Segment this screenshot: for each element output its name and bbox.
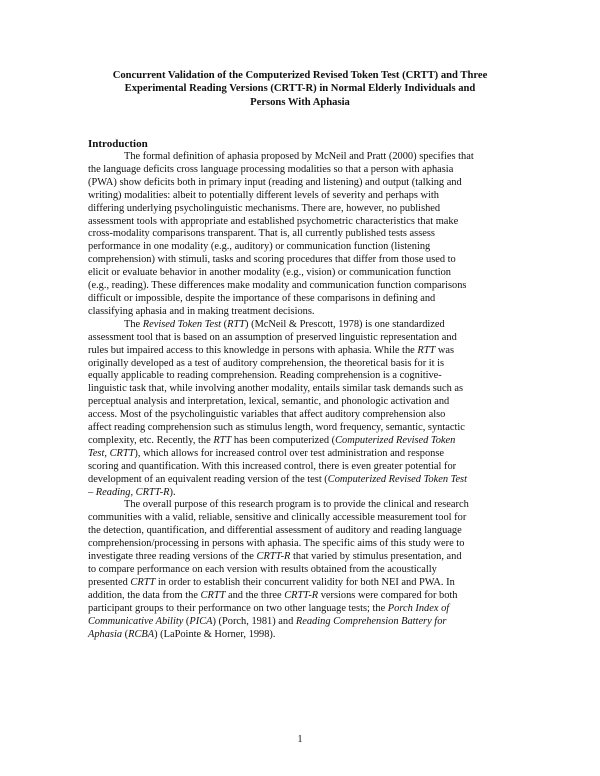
text-run: ), which allows for increased control over test administration and response bbox=[134, 447, 445, 459]
body-line bbox=[88, 538, 520, 551]
body-line bbox=[88, 603, 520, 616]
body-line bbox=[88, 577, 520, 590]
body-line bbox=[88, 319, 520, 332]
text-run: has been computerized ( bbox=[231, 434, 336, 446]
italic-text: RCBA bbox=[128, 628, 155, 640]
text-run: that varied by stimulus presentation, and bbox=[290, 551, 462, 563]
text-run: ( bbox=[183, 615, 190, 627]
text-run: The formal definition of aphasia proposed by McNeil and Pratt (2000) specifies that bbox=[124, 151, 474, 162]
text-run: investigate three reading versions of the bbox=[88, 551, 257, 563]
title-line: Concurrent Validation of the Computerized Revised Token Test (CRTT) and Three bbox=[112, 70, 488, 81]
text-run: writing) modalities: albeit to potentially different levels of severity and perhaps with bbox=[88, 189, 439, 201]
text-run: cross-modality comparisons transparent. That is, all currently published tests assess bbox=[88, 228, 435, 240]
text-run: addition, the data from the bbox=[88, 589, 201, 601]
text-run: was bbox=[435, 344, 455, 356]
body-line bbox=[88, 499, 520, 512]
body-line bbox=[88, 164, 520, 177]
body-line bbox=[88, 512, 520, 525]
body-line bbox=[88, 396, 520, 409]
text-run: affect reading comprehension such as stimulus length, word frequency, semantic, syntactic bbox=[88, 422, 465, 434]
body-line bbox=[88, 306, 520, 319]
italic-text: CRTT-R bbox=[284, 589, 319, 601]
body-line bbox=[88, 525, 520, 538]
text-run: (e.g., reading). These differences make modality and communication function comparisons bbox=[88, 280, 467, 292]
body-line bbox=[88, 448, 520, 461]
body-line bbox=[88, 190, 520, 203]
body-line bbox=[88, 177, 520, 190]
italic-text: RTT bbox=[417, 344, 436, 356]
body-line bbox=[88, 487, 520, 500]
italic-text: CRTT bbox=[200, 589, 226, 601]
title-line: Persons With Aphasia bbox=[250, 96, 350, 108]
body-line bbox=[88, 383, 520, 396]
title-line: Experimental Reading Versions (CRTT-R) in Normal Elderly Individuals and bbox=[124, 83, 476, 95]
body-line bbox=[88, 422, 520, 435]
body-line bbox=[88, 474, 520, 487]
italic-text: CRTT bbox=[109, 447, 135, 459]
text-run: elicit or evaluate behavior in another modality (e.g., vision) or communication function bbox=[88, 267, 451, 279]
body-line bbox=[88, 409, 520, 422]
text-run: The overall purpose of this research program is to provide the clinical and research bbox=[124, 499, 469, 511]
italic-text: Computerized Revised Token Test bbox=[327, 473, 467, 485]
text-run: rules but impaired access to this knowledge in persons with aphasia. While the bbox=[88, 344, 418, 356]
italic-text: Communicative Ability bbox=[88, 615, 184, 627]
text-run: ( bbox=[122, 628, 129, 640]
text-run: difficult or impossible, despite the importance of these comparisons in defining and bbox=[88, 292, 436, 304]
text-run: classifying aphasia and in making treatment decisions. bbox=[88, 305, 315, 317]
text-run: in order to establish their concurrent validity for both NEI and PWA. In bbox=[155, 576, 455, 588]
body-line bbox=[88, 254, 520, 267]
italic-text: PICA bbox=[189, 615, 213, 627]
body-line bbox=[88, 551, 520, 564]
page-number: 1 bbox=[297, 734, 303, 745]
text-run: ) (LaPointe & Horner, 1998). bbox=[154, 628, 276, 640]
body-line bbox=[88, 293, 520, 306]
text-run: equally applicable to reading comprehension. Reading comprehension is a cognitive- bbox=[88, 370, 442, 382]
text-run: differing underlying psycholinguistic mechanisms. There are, however, no published bbox=[88, 202, 441, 214]
text-run: , bbox=[104, 447, 110, 459]
body-line bbox=[88, 241, 520, 254]
text-run: the language deficits cross language processing modalities so that a person with aphasia bbox=[88, 163, 454, 175]
body-line bbox=[88, 345, 520, 358]
body-line bbox=[88, 590, 520, 603]
italic-text: Test bbox=[88, 447, 105, 459]
italic-text: CRTT-R bbox=[256, 551, 291, 563]
text-run: participant groups to their performance on two other language tests; the bbox=[88, 602, 388, 614]
body-text bbox=[88, 151, 520, 641]
text-run: originally developed as a test of auditory comprehension, the theoretical basis for it is bbox=[88, 357, 445, 369]
text-run: access. Most of the psycholinguistic variables that affect auditory comprehension also bbox=[88, 409, 446, 421]
text-run: to compare performance on each version with results obtained from the acoustically bbox=[88, 564, 437, 575]
body-line bbox=[88, 280, 520, 293]
text-run: ) (Porch, 1981) and bbox=[212, 615, 296, 627]
italic-text: RTT bbox=[213, 434, 232, 446]
italic-text: Reading bbox=[95, 486, 131, 498]
body-line bbox=[88, 616, 520, 629]
body-line bbox=[88, 370, 520, 383]
italic-text: Porch Index of bbox=[387, 602, 450, 614]
body-line bbox=[88, 358, 520, 371]
body-line bbox=[88, 461, 520, 474]
text-run: development of an equivalent reading version of the test ( bbox=[88, 473, 328, 485]
text-run: assessment tool that is based on an assumption of preserved linguistic representation and bbox=[88, 331, 457, 343]
italic-text: CRTT bbox=[130, 576, 156, 588]
body-line bbox=[88, 151, 520, 164]
text-run: assessment tools with appropriate and established psychometric characteristics that make bbox=[88, 215, 459, 227]
text-run: scoring and quantification. With this increased control, there is even greater potential for bbox=[88, 460, 457, 472]
text-run: the detection, quantification, and differential assessment of auditory and reading language bbox=[88, 525, 462, 537]
section-heading: Introduction bbox=[88, 138, 148, 150]
body-line bbox=[88, 435, 520, 448]
italic-text: Reading Comprehension Battery for bbox=[295, 615, 447, 627]
text-run: versions were compared for both bbox=[318, 589, 458, 601]
italic-text: Revised Token Test bbox=[142, 318, 222, 330]
paper-title bbox=[88, 69, 512, 109]
italic-text: Aphasia bbox=[88, 628, 123, 640]
text-run: communities with a valid, reliable, sensitive and clinically accessible measurement tool for bbox=[88, 512, 467, 524]
text-run: perceptual analysis and interpretation, lexical, semantic, and phonologic activation and bbox=[88, 396, 450, 408]
text-run: ) (McNeil & Prescott, 1978) is one standardized bbox=[245, 318, 445, 330]
text-run: – bbox=[88, 486, 96, 498]
text-run: complexity, etc. Recently, the bbox=[88, 434, 214, 446]
text-run: linguistic task that, while involving another modality, entails similar task demands such as bbox=[88, 383, 464, 395]
text-run: The bbox=[124, 318, 143, 330]
body-line bbox=[88, 629, 520, 642]
body-line bbox=[88, 332, 520, 345]
text-run: ( bbox=[221, 318, 228, 330]
body-line bbox=[88, 203, 520, 216]
body-line bbox=[88, 564, 520, 577]
italic-text: Computerized Revised Token bbox=[335, 434, 456, 446]
text-run: , bbox=[130, 486, 136, 498]
text-run: ). bbox=[169, 486, 176, 498]
body-line bbox=[88, 267, 520, 280]
text-run: (PWA) show deficits both in primary input (reading and listening) and output (talking and bbox=[88, 176, 462, 188]
italic-text: RTT bbox=[227, 318, 246, 330]
text-run: comprehension) with stimuli, tasks and scoring procedures that differ from those used to bbox=[88, 254, 456, 266]
text-run: comprehension/processing in persons with aphasia. The specific aims of this study were to bbox=[88, 538, 465, 550]
body-line bbox=[88, 228, 520, 241]
text-run: performance in one modality (e.g., auditory) or communication function (listening bbox=[88, 241, 431, 253]
italic-text: CRTT-R bbox=[135, 486, 170, 498]
text-run: and the three bbox=[225, 589, 285, 601]
body-line bbox=[88, 216, 520, 229]
text-run: presented bbox=[88, 576, 131, 588]
